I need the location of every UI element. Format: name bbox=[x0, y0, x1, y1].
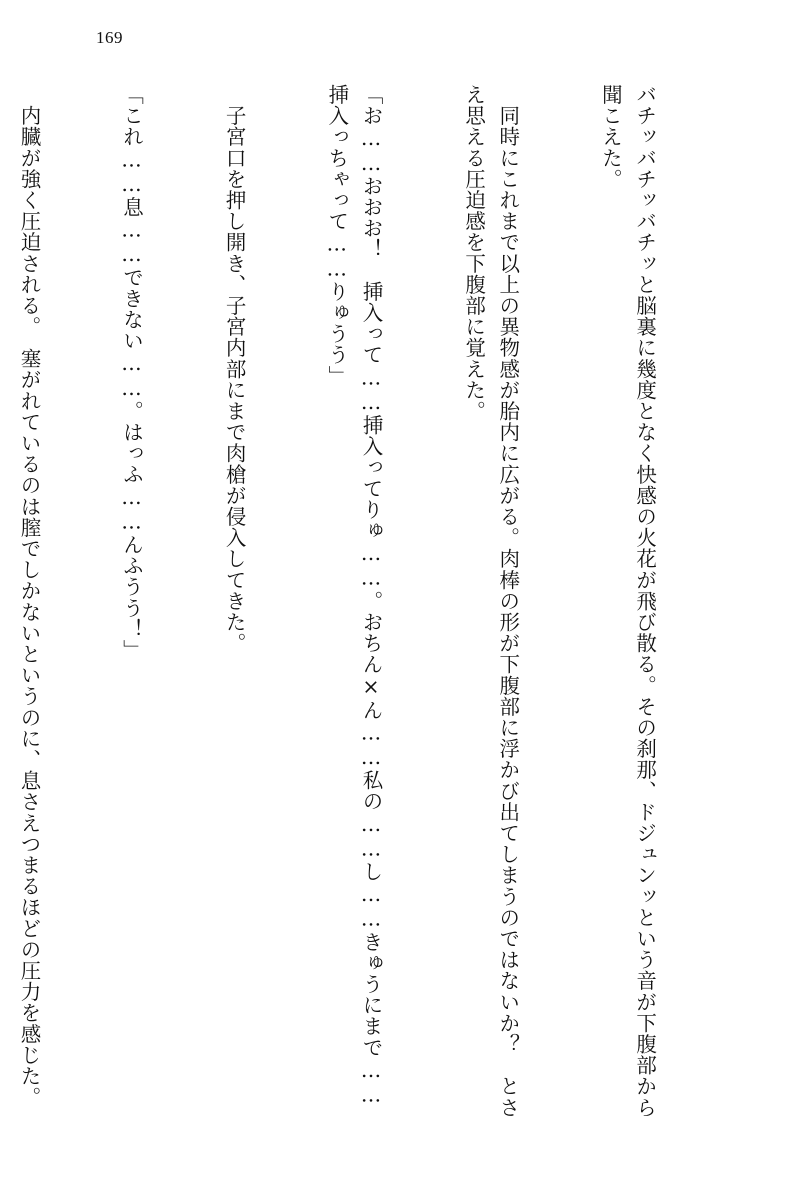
vertical-text-block bbox=[16, 84, 730, 1124]
paragraph: 子宮口を押し開き、子宮内部にまで肉槍が侵入してきた。 bbox=[222, 84, 247, 654]
page-body-area bbox=[16, 84, 730, 1144]
paragraph: 内臓が強く圧迫される。 塞がれているのは膣でしかないというのに、息さえつまるほどの圧力を感じた。 bbox=[16, 84, 41, 1108]
page-number: 169 bbox=[96, 28, 123, 47]
paragraph: バチッバチッバチッと脳裏に幾度となく快感の火花が飛び散る。その刹那、ドジュンッという音が下腹部から聞こえた。 bbox=[598, 84, 657, 1118]
paragraph: 「これ……息……できない……。はっふ……んふうう！」 bbox=[119, 84, 144, 661]
paragraph: 同時にこれまで以上の異物感が胎内に広がる。肉棒の形が下腹部に浮かび出てしまうのではないか？ とさえ思える圧迫感を下腹部に覚えた。 bbox=[461, 84, 520, 1118]
paragraph: 「お……おおお！ 挿入って……挿入ってりゅ……。おちん×ん……私の……し……きゅうにまで……挿入っちゃって……りゅうう」 bbox=[324, 84, 383, 1108]
